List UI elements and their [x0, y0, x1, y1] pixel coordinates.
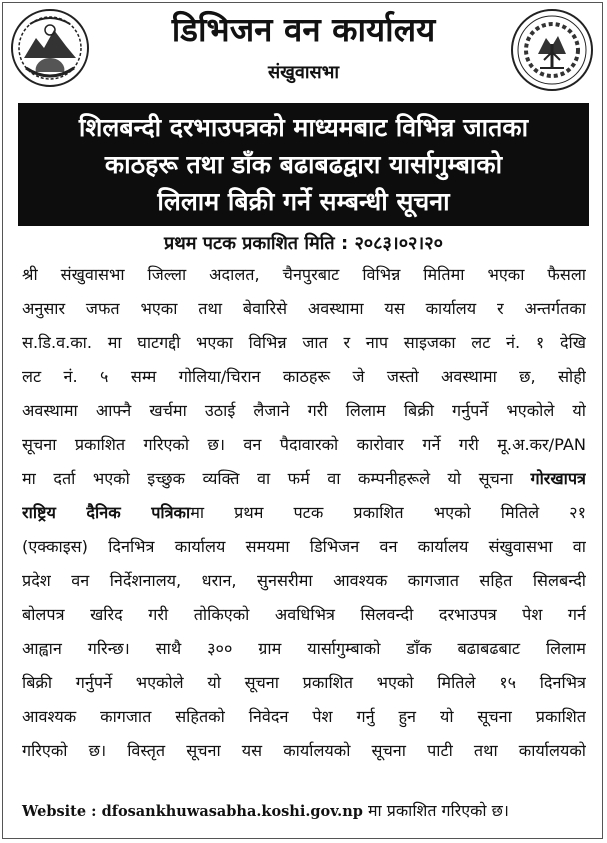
- body-line: अनुसार जफत भएका तथा बेवारिसे अवस्थामा यस कार्यालय र अन्तर्गतका: [22, 299, 586, 318]
- body-line: [22, 496, 586, 530]
- office-location: संखुवासभा: [267, 62, 340, 83]
- body-line: गरिएको छ। विस्तृत सूचना यस कार्यालयको सूचना पाटी तथा कार्यालयको: [22, 741, 586, 760]
- notice-header: [0, 0, 607, 98]
- publication-date-value: २०८३।०२।२०: [354, 233, 443, 254]
- body-line: [22, 462, 586, 496]
- newspaper-name: गोरखापत्र: [530, 469, 586, 488]
- nepal-government-emblem-icon: [10, 8, 90, 88]
- body-text: मा प्रथम पटक प्रकाशित भएको मितिले २१: [190, 503, 586, 522]
- body-line: प्रदेश वन निर्देशनालय, धरान, सुनसरीमा आवश्यक कागजात सहित सिलबन्दी: [22, 571, 586, 590]
- body-line: बोलपत्र खरिद गरी तोकिएको अवधिभित्र सिलवन्दी दरभाउपत्र पेश गर्न: [22, 605, 586, 624]
- body-line: आह्वान गरिन्छ। साथै ३०० ग्राम यार्सागुम्बाको डाँक बढाबढबाट लिलाम: [22, 639, 586, 658]
- body-text: मा दर्ता भएको इच्छुक व्यक्ति वा फर्म वा कम्पनीहरूले यो सूचना: [22, 469, 513, 488]
- website-line: [22, 794, 586, 828]
- notice-title-line: काठहरू तथा डाँक बढाबढद्वारा यार्सागुम्बाको: [104, 150, 503, 179]
- newspaper-name: राष्ट्रिय दैनिक पत्रिका: [22, 503, 191, 522]
- publication-date-label: प्रथम पटक प्रकाशित मिति :: [164, 233, 349, 254]
- body-line: अवस्थामा आफ्नै खर्चमा उठाई लैजाने गरी लिलाम बिक्री गर्नुपर्ने भएकोले यो: [22, 401, 586, 420]
- publication-date-line: [0, 231, 607, 257]
- notice-title-line: शिलबन्दी दरभाउपत्रको माध्यमबाट विभिन्न जातका: [78, 113, 529, 142]
- body-line: (एक्काइस) दिनभित्र कार्यालय समयमा डिभिजन वन कार्यालय संखुवासभा वा: [22, 537, 586, 556]
- website-suffix: मा प्रकाशित गरिएको छ।: [367, 801, 509, 820]
- notice-title-line: लिलाम बिक्री गर्ने सम्बन्धी सूचना: [157, 187, 450, 216]
- notice-body: [22, 258, 586, 768]
- body-line: बिक्री गर्नुपर्ने भएकोले यो सूचना प्रकाशित भएको मितिले १५ दिनभित्र: [22, 673, 586, 692]
- website-label: Website :: [22, 803, 97, 820]
- notice-title-banner: [18, 103, 589, 226]
- body-line: लट नं. ५ सम्म गोलिया/चिरान काठहरू जे जस्तो अवस्थामा छ, सोही: [22, 367, 586, 386]
- body-line: आवश्यक कागजात सहितको निवेदन पेश गर्नु हुन यो सूचना प्रकाशित: [22, 707, 586, 726]
- body-line: स.डि.व.का. मा घाटगद्दी भएका विभिन्न जात र नाप साइजका लट नं. १ देखि: [22, 333, 586, 352]
- website-link[interactable]: dfosankhuwasabha.koshi.gov.np: [101, 803, 363, 820]
- body-line: सूचना प्रकाशित गरिएको छ। वन पैदावारको कारोवार गर्ने गरी मू.अ.कर/PAN: [22, 435, 586, 454]
- office-name: डिभिजन वन कार्यालय: [171, 10, 436, 49]
- body-line: श्री संखुवासभा जिल्ला अदालत, चैनपुरबाट विभिन्न मितिमा भएका फैसला: [22, 265, 586, 284]
- forest-department-logo-icon: [510, 8, 594, 92]
